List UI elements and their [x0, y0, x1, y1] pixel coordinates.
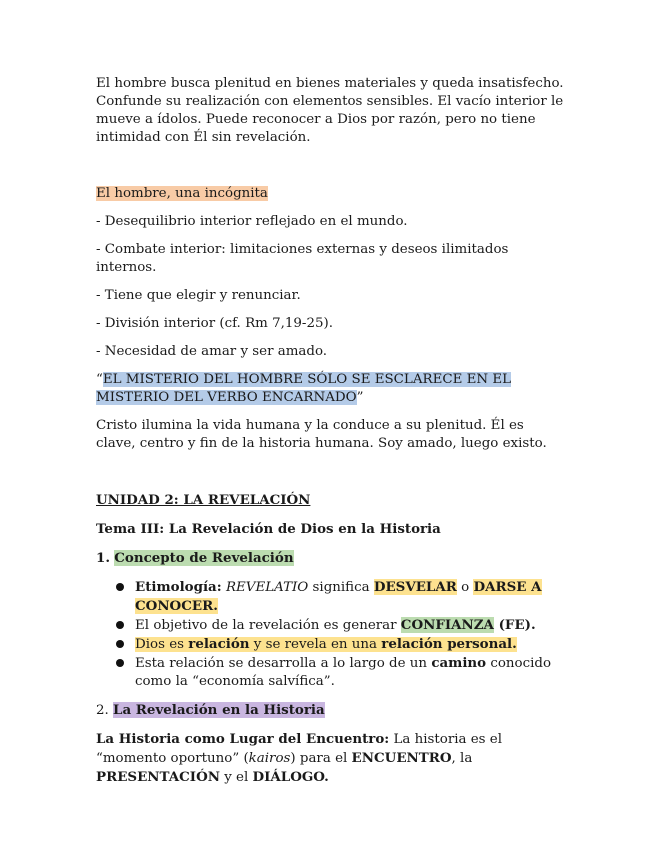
quote-close-mark: ” — [356, 390, 364, 405]
text: o — [456, 580, 474, 595]
subsection-number: 2. — [96, 703, 109, 718]
highlight: CONFIANZA — [400, 617, 494, 633]
text: y el — [219, 770, 253, 785]
highlighted-quote — [96, 371, 566, 407]
bullet-item — [96, 654, 566, 691]
section-heading-text: El hombre, una incógnita — [96, 186, 268, 201]
bold-text: relación — [188, 636, 250, 652]
bold-text: camino — [431, 655, 487, 671]
subsection-title: Concepto de Revelación — [114, 550, 294, 566]
unit-title-text: UNIDAD 2: LA REVELACIÓN — [96, 492, 311, 508]
quote-open-mark: “ — [96, 372, 103, 387]
subsection-number: 1. — [96, 550, 110, 566]
unit-title — [96, 491, 566, 510]
text: El objetivo de la revelación es generar — [135, 618, 401, 633]
highlight: DESVELAR — [373, 579, 457, 595]
label: Etimología: — [135, 579, 222, 595]
theme-title-text: Tema III: La Revelación de Dios en la Historia — [96, 521, 441, 537]
subsection-heading — [96, 549, 566, 568]
text: Esta relación se desarrolla a lo largo de un — [135, 656, 432, 671]
bold-text: DIÁLOGO. — [252, 769, 329, 785]
text: significa — [308, 580, 374, 595]
history-paragraph — [96, 730, 566, 787]
text: , la — [451, 751, 473, 766]
bullet-list — [96, 578, 566, 691]
term: kairos — [248, 751, 291, 766]
section-heading — [96, 185, 566, 203]
term: REVELATIO — [225, 580, 309, 595]
label: La Historia como Lugar del Encuentro: — [96, 731, 390, 747]
bold-text: relación personal. — [381, 636, 517, 652]
closing-paragraph: Cristo ilumina la vida humana y la conduce a su plenitud. Él es clave, centro y fin de la historia humana. Soy amado, luego existo. — [96, 418, 547, 451]
bold-text: PRESENTACIÓN — [96, 769, 220, 785]
quote-text: EL MISTERIO DEL HOMBRE SÓLO SE ESCLARECE EN EL MISTERIO DEL VERBO ENCARNADO — [96, 372, 512, 405]
list-item: - Tiene que elegir y renunciar. — [96, 288, 301, 303]
list-item: - Desequilibrio interior reflejado en el mundo. — [96, 214, 408, 229]
text: y se revela en una — [249, 637, 382, 652]
bold-text: ENCUENTRO — [351, 750, 452, 766]
text: La historia es el “momento oportuno” ( — [96, 732, 503, 766]
text: Dios es — [135, 637, 189, 652]
bullet-item — [96, 616, 566, 635]
list-item: - División interior (cf. Rm 7,19-25). — [96, 316, 333, 331]
bullet-item — [96, 578, 566, 616]
list-item: - Necesidad de amar y ser amado. — [96, 344, 328, 359]
text: (FE). — [493, 617, 536, 633]
list-item: - Combate interior: limitaciones externas y deseos ilimitados internos. — [96, 242, 509, 275]
highlight: DARSE A CONOCER. — [135, 579, 542, 614]
text: conocido como la “economía salvífica”. — [135, 656, 552, 689]
intro-paragraph: El hombre busca plenitud en bienes materiales y queda insatisfecho. Confunde su realización con elementos sensibles. El vacío interior le mueve a ídolos. Puede reconocer a Dios por razón, pero no tiene intimidad con Él sin revelación. — [96, 76, 564, 145]
bullet-item — [96, 635, 566, 654]
text: ) para el — [290, 751, 352, 766]
subsection-title: La Revelación en la Historia — [113, 702, 325, 718]
document-page — [96, 75, 566, 787]
theme-title — [96, 520, 566, 539]
subsection-heading — [96, 701, 566, 720]
